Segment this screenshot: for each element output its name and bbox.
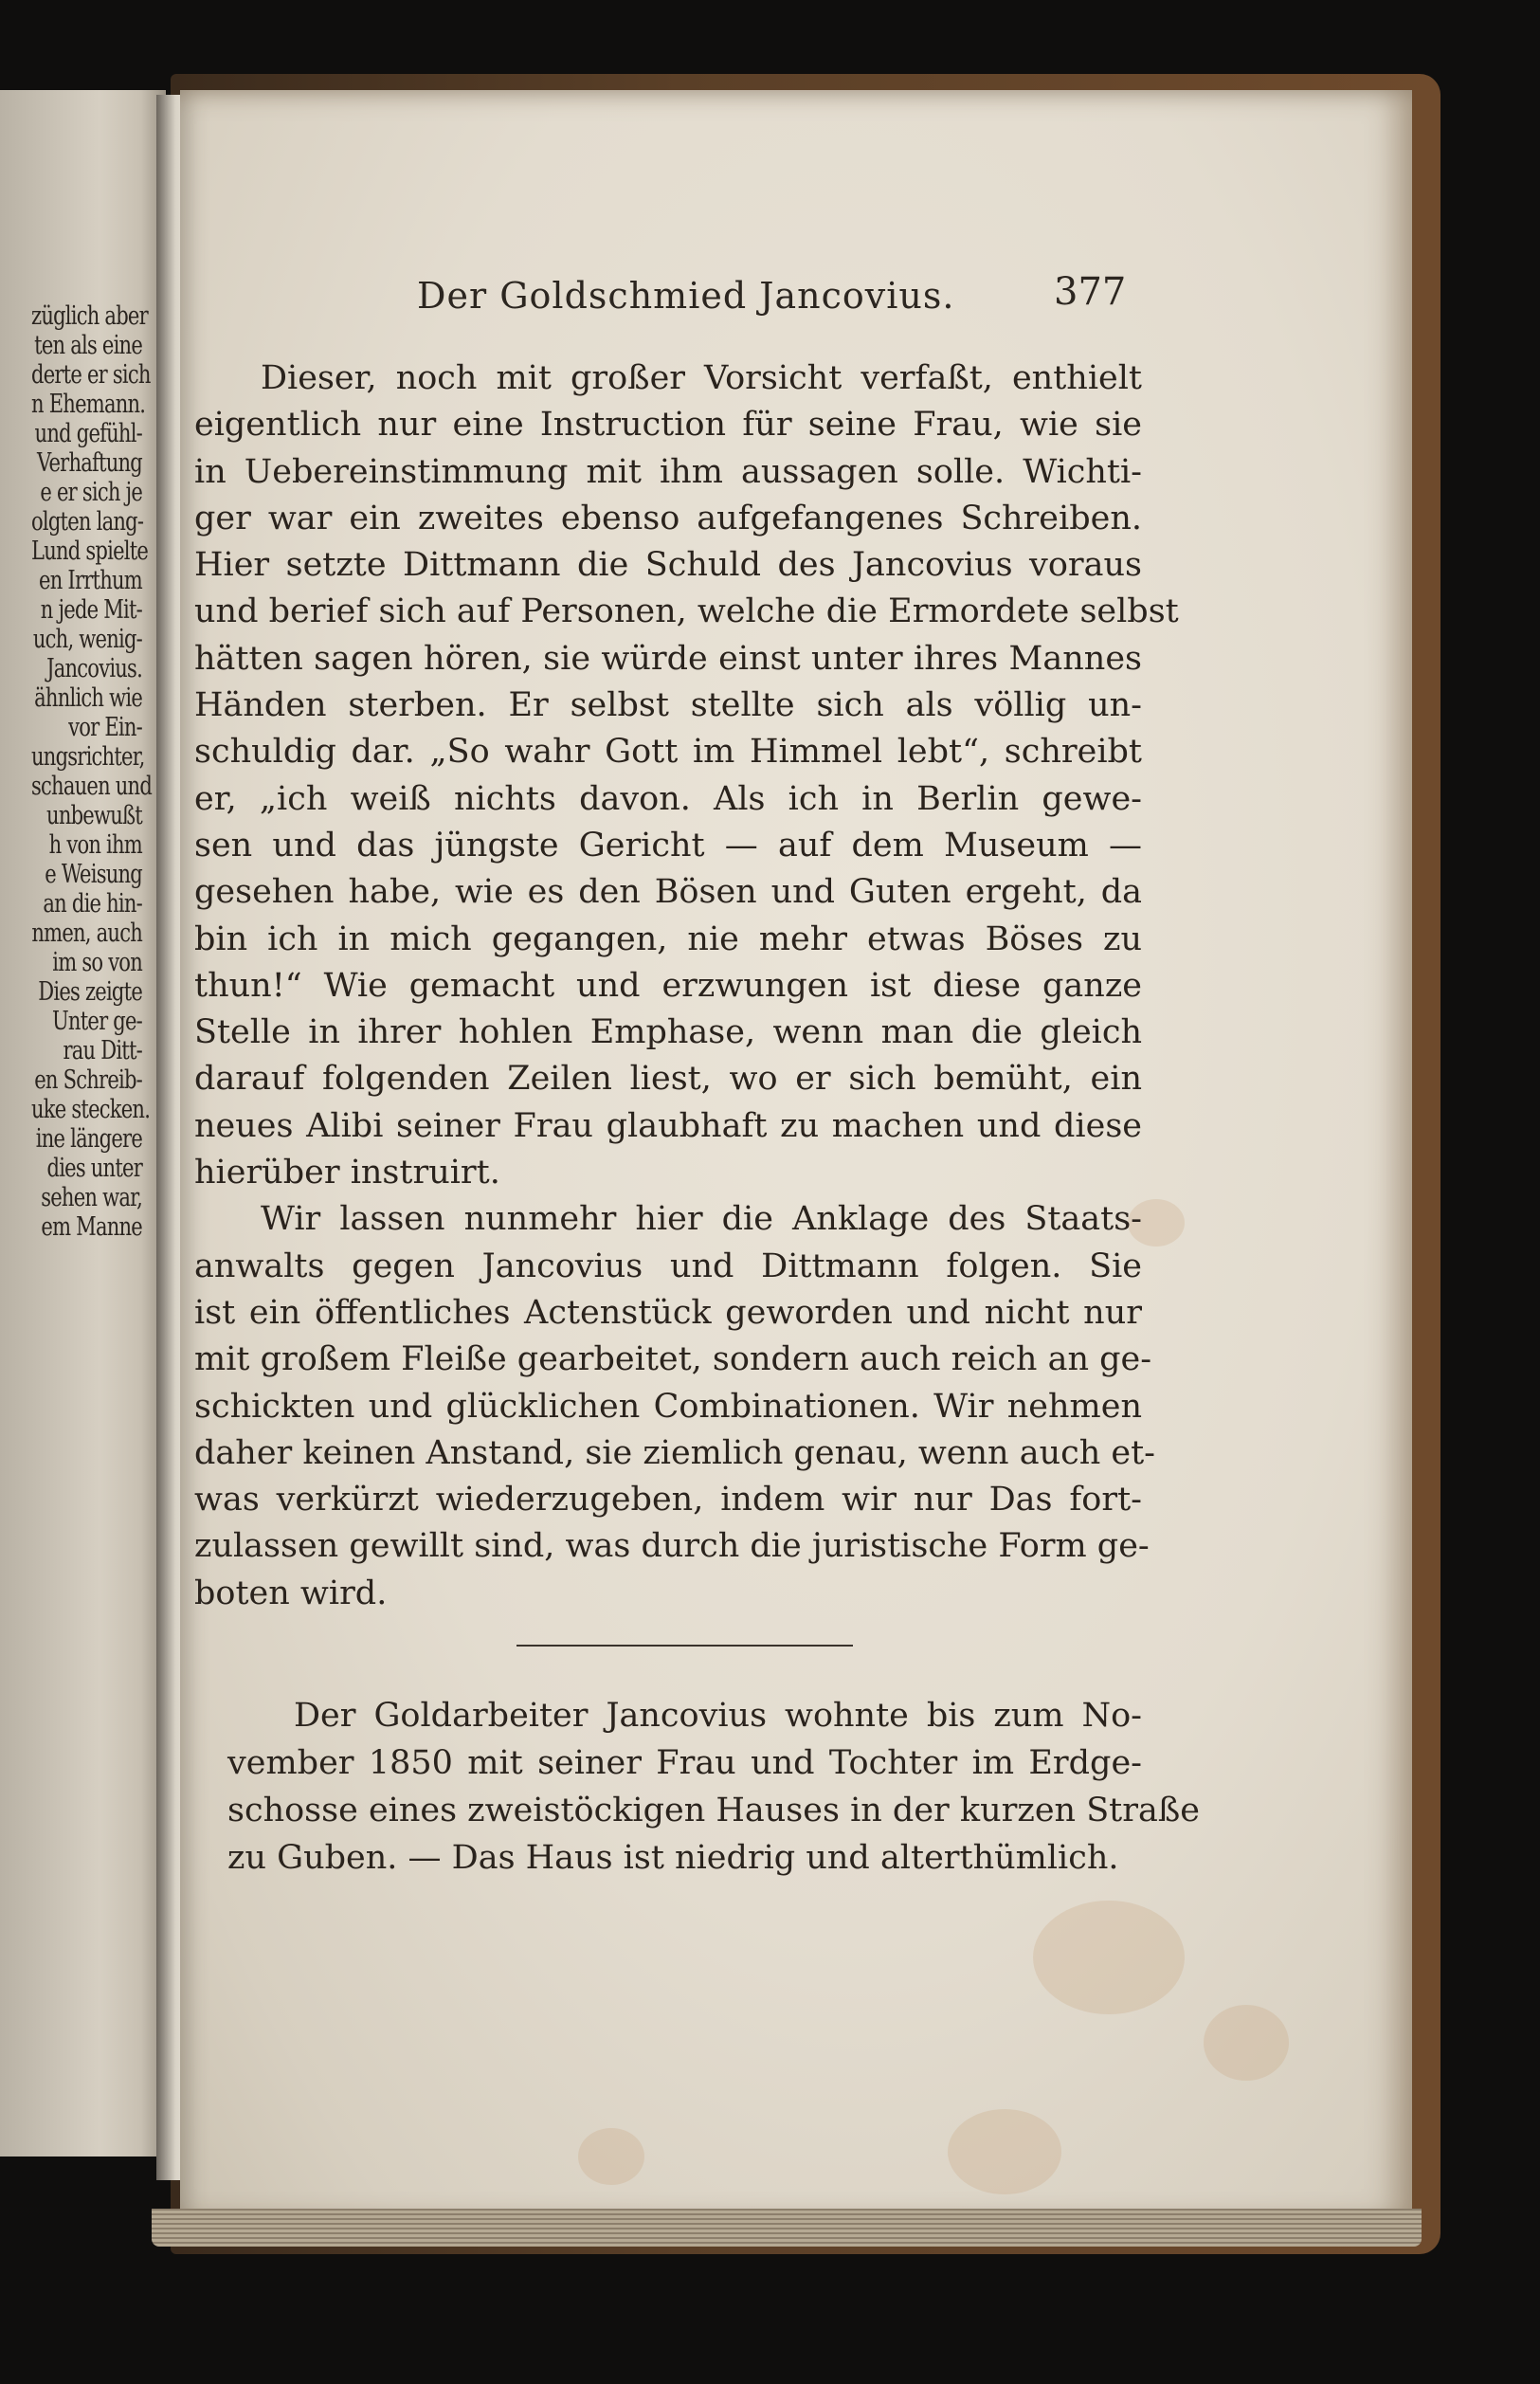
running-title: Der Goldschmied Jancovius. — [417, 275, 955, 317]
left-page-fragment: derte er sich — [31, 360, 151, 390]
main-text — [194, 355, 1179, 1617]
section-text — [227, 1692, 1200, 1882]
left-page-fragment: Jancovius. — [46, 654, 142, 683]
text-line: hierüber instruirt. — [194, 1154, 500, 1192]
left-page-fragment: nmen, auch — [31, 919, 142, 948]
left-page-fragment: rau Ditt- — [63, 1036, 142, 1065]
text-line: er, „ich weiß nichts davon. Als ich in Berlin gewe- — [194, 779, 1142, 818]
text-line: Hier setzte Dittmann die Schuld des Jancovius voraus — [194, 546, 1142, 585]
left-page-fragment: Lund spielte — [31, 537, 149, 566]
left-page-fragment: n jede Mit- — [40, 595, 142, 625]
left-page-fragment: dies unter — [46, 1154, 142, 1183]
text-line: eigentlich nur eine Instruction für seine Frau, wie sie — [194, 406, 1142, 445]
text-line: schickten und glücklichen Combinationen. Wir nehmen — [194, 1387, 1142, 1426]
text-line: ist ein öffentliches Actenstück geworden und nicht nur — [194, 1293, 1142, 1332]
paragraph — [194, 355, 1179, 1196]
paragraph — [194, 1196, 1155, 1617]
text-line: was verkürzt wiederzugeben, indem wir nur Das fort- — [194, 1481, 1142, 1520]
left-page-fragment: e er sich je — [40, 478, 142, 507]
text-line: thun!“ Wie gemacht und erzwungen ist diese ganze — [194, 966, 1142, 1005]
left-page-fragment: en Schreib- — [34, 1065, 142, 1095]
left-page-fragment: und gefühl- — [34, 419, 142, 448]
text-line: bin ich in mich gegangen, nie mehr etwas Böses zu — [194, 919, 1142, 958]
left-page-fragment: züglich aber — [31, 301, 148, 331]
left-page-fragment: sehen war, — [41, 1183, 142, 1212]
left-page-fragment: Verhaftung — [37, 448, 142, 478]
text-line: schuldig dar. „So wahr Gott im Himmel lebt“, schreibt — [194, 733, 1142, 772]
left-page-fragment: uch, wenig- — [32, 625, 142, 654]
text-line: in Uebereinstimmung mit ihm aussagen solle. Wichti- — [194, 452, 1142, 491]
text-line: darauf folgenden Zeilen liest, wo er sich bemüht, ein — [194, 1060, 1142, 1099]
left-page-fragment: n Ehemann. — [31, 390, 146, 419]
text-line: Händen sterben. Er selbst stellte sich als völlig un- — [194, 686, 1142, 725]
text-line: zulassen gewillt sind, was durch die juristische Form ge- — [194, 1527, 1150, 1566]
text-line: neues Alibi seiner Frau glaubhaft zu machen und diese — [194, 1106, 1142, 1145]
text-line: mit großem Fleiße gearbeitet, sondern auch reich an ge- — [194, 1340, 1152, 1379]
left-page-fragment: an die hin- — [43, 889, 142, 919]
left-page-fragment: olgten lang- — [31, 507, 144, 537]
left-page-fragment: schauen und — [31, 772, 153, 801]
text-line: hätten sagen hören, sie würde einst unter ihres Mannes — [194, 639, 1142, 678]
text-line: und berief sich auf Personen, welche die Ermordete selbst — [194, 592, 1179, 631]
left-page-fragment: uke stecken. — [31, 1095, 151, 1124]
text-line: Stelle in ihrer hohlen Emphase, wenn man die gleich — [194, 1013, 1142, 1052]
text-line: vember 1850 mit seiner Frau und Tochter im Erdge- — [227, 1744, 1142, 1782]
left-page-fragment: ine längere — [35, 1124, 142, 1154]
left-page-fragment: ungsrichter, — [31, 742, 145, 772]
foxing-stain — [1033, 1901, 1185, 2014]
left-page-fragment: unbewußt — [46, 801, 142, 830]
left-page-fragment: h von ihm — [48, 830, 142, 860]
text-line: zu Guben. — Das Haus ist niedrig und alterthümlich. — [227, 1839, 1119, 1877]
left-page-fragment: e Weisung — [45, 860, 142, 889]
paragraph — [227, 1692, 1200, 1882]
foxing-stain — [948, 2109, 1061, 2194]
text-line: anwalts gegen Jancovius und Dittmann folgen. Sie — [194, 1247, 1142, 1285]
text-line: sen und das jüngste Gericht — auf dem Museum — — [194, 826, 1142, 864]
left-page-fragment: vor Ein- — [68, 713, 142, 742]
text-line: gesehen habe, wie es den Bösen und Guten ergeht, da — [194, 873, 1142, 912]
section-divider — [516, 1645, 853, 1647]
text-line: schosse eines zweistöckigen Hauses in der kurzen Straße — [227, 1792, 1200, 1829]
text-line: daher keinen Anstand, sie ziemlich genau, wenn auch et- — [194, 1433, 1155, 1472]
left-page-fragment: en Irrthum — [39, 566, 142, 595]
text-line: Dieser, noch mit großer Vorsicht verfaßt, enthielt — [261, 359, 1142, 397]
left-page-fragment: Dies zeigte — [38, 977, 142, 1007]
text-line: Der Goldarbeiter Jancovius wohnte bis zum No- — [294, 1697, 1142, 1735]
text-line: boten wird. — [194, 1574, 388, 1612]
left-page-fragment: im so von — [52, 948, 142, 977]
foxing-stain — [578, 2128, 644, 2185]
left-page — [0, 90, 166, 2157]
page-number: 377 — [1054, 270, 1127, 314]
foxing-stain — [1204, 2005, 1289, 2081]
left-page-fragment: ten als eine — [34, 331, 142, 360]
left-page-fragment: ähnlich wie — [34, 683, 143, 713]
left-page-fragment: em Manne — [41, 1212, 142, 1242]
page-edges — [152, 2209, 1422, 2247]
left-page-fragment: Unter ge- — [51, 1007, 142, 1036]
text-line: ger war ein zweites ebenso aufgefangenes Schreiben. — [194, 499, 1142, 537]
text-line: Wir lassen nunmehr hier die Anklage des Staats- — [261, 1200, 1142, 1239]
